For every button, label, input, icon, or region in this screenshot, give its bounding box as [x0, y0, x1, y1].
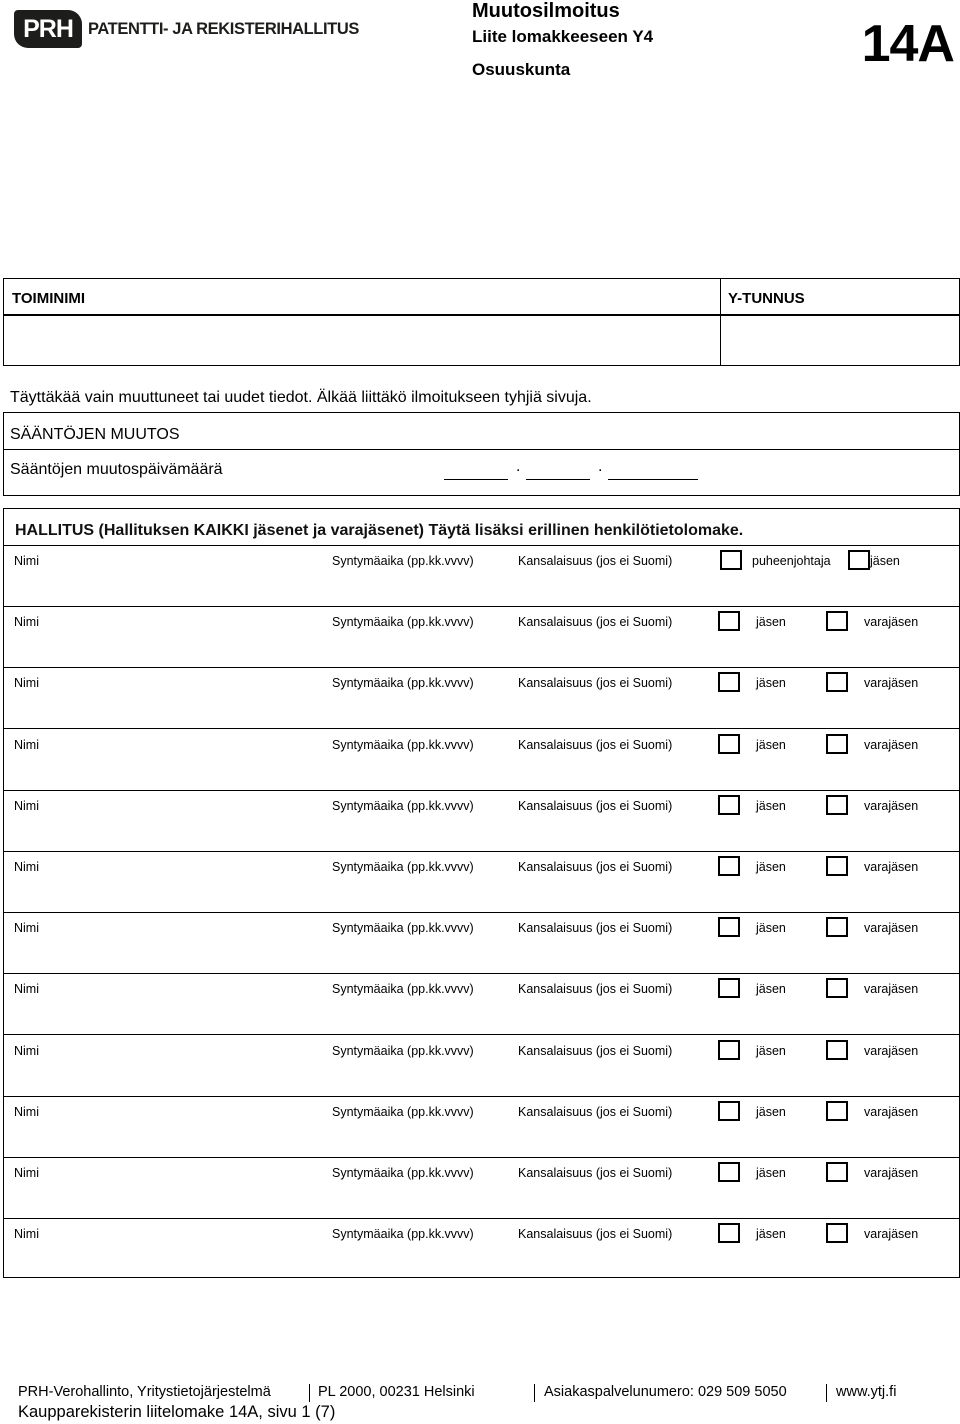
role-checkbox[interactable]	[826, 672, 848, 692]
birth-date-label: Syntymäaika (pp.kk.vvvv)	[332, 799, 474, 813]
role-checkbox[interactable]	[826, 734, 848, 754]
role-option-label: jäsen	[756, 1166, 786, 1180]
form-subtitle: Liite lomakkeeseen Y4	[472, 27, 654, 46]
birth-date-label: Syntymäaika (pp.kk.vvvv)	[332, 1227, 474, 1241]
role-option-label: varajäsen	[864, 982, 919, 996]
birth-date-label: Syntymäaika (pp.kk.vvvv)	[332, 1044, 474, 1058]
name-label: Nimi	[14, 554, 39, 568]
role-option-label: jäsen	[756, 615, 786, 629]
company-identity-box	[3, 278, 960, 366]
role-checkbox[interactable]	[718, 856, 740, 876]
divider	[4, 973, 959, 974]
divider	[720, 279, 721, 365]
role-option-label: jäsen	[756, 676, 786, 690]
nationality-label: Kansalaisuus (jos ei Suomi)	[518, 1105, 673, 1119]
role-checkbox[interactable]	[718, 1223, 740, 1243]
role-option-label: jäsen	[756, 1227, 786, 1241]
name-label: Nimi	[14, 1105, 39, 1119]
name-label: Nimi	[14, 738, 39, 752]
role-option-label: varajäsen	[864, 799, 919, 813]
role-checkbox[interactable]	[718, 917, 740, 937]
date-month-blank[interactable]	[526, 479, 590, 480]
nationality-label: Kansalaisuus (jos ei Suomi)	[518, 1227, 673, 1241]
board-title: HALLITUS (Hallituksen KAIKKI jäsenet ja varajäsenet) Täytä lisäksi erillinen henkilötietolomake.	[15, 522, 744, 539]
role-checkbox[interactable]	[848, 550, 870, 570]
role-option-label: jäsen	[756, 860, 786, 874]
footer-address: PL 2000, 00231 Helsinki	[318, 1384, 475, 1400]
company-name-label: TOIMINIMI	[12, 290, 86, 307]
role-checkbox[interactable]	[826, 1040, 848, 1060]
footer-web[interactable]: www.ytj.fi	[836, 1384, 897, 1400]
divider	[4, 606, 959, 607]
divider	[826, 1384, 827, 1402]
board-member-row	[4, 799, 959, 819]
name-label: Nimi	[14, 676, 39, 690]
board-member-row	[4, 1044, 959, 1064]
name-label: Nimi	[14, 799, 39, 813]
rules-change-section	[3, 412, 960, 496]
board-member-row	[4, 676, 959, 696]
form-code: 14A	[861, 15, 954, 73]
divider	[4, 728, 959, 729]
date-separator: .	[598, 458, 603, 475]
birth-date-label: Syntymäaika (pp.kk.vvvv)	[332, 860, 474, 874]
name-label: Nimi	[14, 860, 39, 874]
name-label: Nimi	[14, 921, 39, 935]
birth-date-label: Syntymäaika (pp.kk.vvvv)	[332, 982, 474, 996]
rules-change-date-label: Sääntöjen muutospäivämäärä	[10, 461, 223, 478]
business-id-label: Y-TUNNUS	[728, 290, 805, 307]
role-option-label: varajäsen	[864, 1044, 919, 1058]
birth-date-label: Syntymäaika (pp.kk.vvvv)	[332, 1166, 474, 1180]
role-checkbox[interactable]	[718, 978, 740, 998]
nationality-label: Kansalaisuus (jos ei Suomi)	[518, 921, 673, 935]
rules-change-title: SÄÄNTÖJEN MUUTOS	[10, 426, 180, 443]
role-checkbox[interactable]	[826, 856, 848, 876]
nationality-label: Kansalaisuus (jos ei Suomi)	[518, 1166, 673, 1180]
role-checkbox[interactable]	[718, 795, 740, 815]
role-option-label: varajäsen	[864, 1227, 919, 1241]
name-label: Nimi	[14, 982, 39, 996]
divider	[4, 545, 959, 546]
birth-date-label: Syntymäaika (pp.kk.vvvv)	[332, 1105, 474, 1119]
role-option-label: jäsen	[870, 554, 900, 568]
date-separator: .	[516, 458, 521, 475]
board-section	[3, 508, 960, 1278]
board-member-row	[4, 615, 959, 635]
nationality-label: Kansalaisuus (jos ei Suomi)	[518, 676, 673, 690]
footer-org: PRH-Verohallinto, Yritystietojärjestelmä	[18, 1384, 271, 1400]
divider	[309, 1384, 310, 1402]
rules-change-date-field[interactable]	[444, 458, 700, 482]
role-checkbox[interactable]	[718, 734, 740, 754]
divider	[534, 1384, 535, 1402]
prh-logo-text: PATENTTI- JA REKISTERIHALLITUS	[88, 19, 359, 38]
divider	[4, 1157, 959, 1158]
board-member-row	[4, 921, 959, 941]
divider	[4, 1034, 959, 1035]
divider	[4, 449, 959, 450]
divider	[4, 912, 959, 913]
role-option-label: varajäsen	[864, 1166, 919, 1180]
entity-type: Osuuskunta	[472, 60, 571, 79]
instruction-text: Täyttäkää vain muuttuneet tai uudet tiedot. Älkää liittäkö ilmoitukseen tyhjiä sivuja.	[10, 389, 592, 406]
date-day-blank[interactable]	[444, 479, 508, 480]
divider	[4, 851, 959, 852]
divider	[4, 1096, 959, 1097]
role-checkbox[interactable]	[826, 917, 848, 937]
role-checkbox[interactable]	[826, 795, 848, 815]
name-label: Nimi	[14, 1166, 39, 1180]
role-checkbox[interactable]	[718, 1101, 740, 1121]
prh-logo	[14, 10, 359, 48]
board-member-row	[4, 982, 959, 1002]
role-option-label: varajäsen	[864, 921, 919, 935]
role-checkbox[interactable]	[718, 1162, 740, 1182]
footer-phone: Asiakaspalvelunumero: 029 509 5050	[544, 1384, 787, 1400]
role-option-label: varajäsen	[864, 738, 919, 752]
nationality-label: Kansalaisuus (jos ei Suomi)	[518, 1044, 673, 1058]
date-year-blank[interactable]	[608, 479, 698, 480]
role-option-label: jäsen	[756, 982, 786, 996]
footer	[18, 1384, 948, 1404]
name-label: Nimi	[14, 1044, 39, 1058]
role-checkbox[interactable]	[718, 1040, 740, 1060]
nationality-label: Kansalaisuus (jos ei Suomi)	[518, 738, 673, 752]
birth-date-label: Syntymäaika (pp.kk.vvvv)	[332, 921, 474, 935]
name-label: Nimi	[14, 1227, 39, 1241]
role-checkbox[interactable]	[826, 1162, 848, 1182]
role-checkbox[interactable]	[826, 978, 848, 998]
nationality-label: Kansalaisuus (jos ei Suomi)	[518, 799, 673, 813]
role-option-label: jäsen	[756, 1044, 786, 1058]
role-option-label: puheenjohtaja	[752, 554, 831, 568]
nationality-label: Kansalaisuus (jos ei Suomi)	[518, 860, 673, 874]
board-member-row	[4, 1166, 959, 1186]
role-option-label: jäsen	[756, 921, 786, 935]
role-option-label: varajäsen	[864, 1105, 919, 1119]
prh-logo-mark: PRH	[14, 10, 82, 48]
board-member-row	[4, 554, 959, 574]
board-member-row	[4, 860, 959, 880]
role-option-label: jäsen	[756, 799, 786, 813]
role-checkbox[interactable]	[826, 611, 848, 631]
role-option-label: varajäsen	[864, 676, 919, 690]
board-member-row	[4, 1105, 959, 1125]
page-label: Kaupparekisterin liitelomake 14A, sivu 1 (7)	[18, 1403, 336, 1421]
divider	[4, 790, 959, 791]
role-checkbox[interactable]	[826, 1223, 848, 1243]
role-option-label: varajäsen	[864, 860, 919, 874]
role-checkbox[interactable]	[718, 672, 740, 692]
role-option-label: jäsen	[756, 738, 786, 752]
birth-date-label: Syntymäaika (pp.kk.vvvv)	[332, 676, 474, 690]
role-checkbox[interactable]	[718, 611, 740, 631]
name-label: Nimi	[14, 615, 39, 629]
role-checkbox[interactable]	[720, 550, 742, 570]
role-option-label: varajäsen	[864, 615, 919, 629]
nationality-label: Kansalaisuus (jos ei Suomi)	[518, 982, 673, 996]
form-title: Muutosilmoitus	[472, 0, 620, 22]
nationality-label: Kansalaisuus (jos ei Suomi)	[518, 554, 673, 568]
birth-date-label: Syntymäaika (pp.kk.vvvv)	[332, 738, 474, 752]
divider	[4, 667, 959, 668]
role-option-label: jäsen	[756, 1105, 786, 1119]
divider	[4, 1218, 959, 1219]
board-member-row	[4, 738, 959, 758]
divider	[4, 314, 959, 316]
birth-date-label: Syntymäaika (pp.kk.vvvv)	[332, 554, 474, 568]
birth-date-label: Syntymäaika (pp.kk.vvvv)	[332, 615, 474, 629]
nationality-label: Kansalaisuus (jos ei Suomi)	[518, 615, 673, 629]
role-checkbox[interactable]	[826, 1101, 848, 1121]
board-member-row	[4, 1227, 959, 1247]
